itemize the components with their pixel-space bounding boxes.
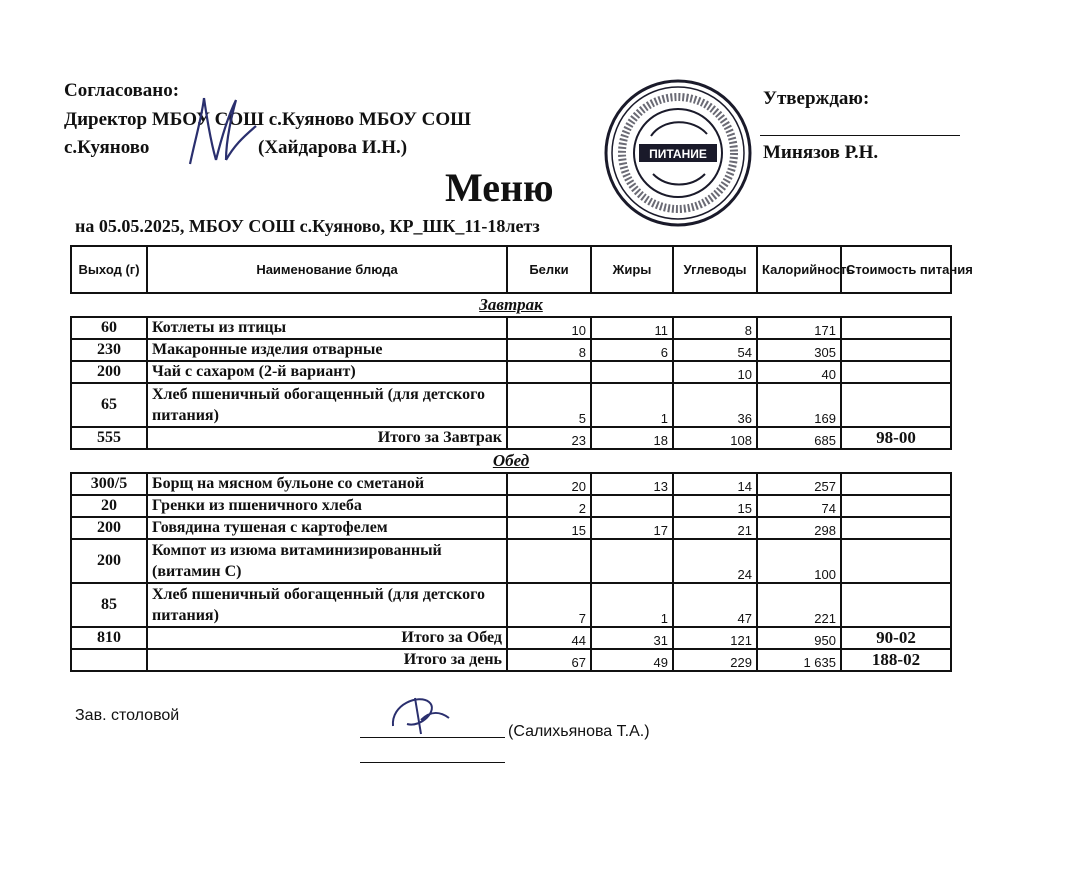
cell-price bbox=[841, 495, 951, 517]
total-kcal: 950 bbox=[757, 627, 841, 649]
day-total-protein: 67 bbox=[507, 649, 591, 671]
total-protein: 44 bbox=[507, 627, 591, 649]
footer-role: Зав. столовой bbox=[75, 707, 180, 724]
cell-yield: 200 bbox=[71, 517, 147, 539]
column-header-protein: Белки bbox=[507, 246, 591, 293]
day-total-carbs: 229 bbox=[673, 649, 757, 671]
section-header-row bbox=[71, 449, 951, 473]
cell-fat: 6 bbox=[591, 339, 673, 361]
cell-protein: 10 bbox=[507, 317, 591, 339]
cell-protein: 20 bbox=[507, 473, 591, 495]
cell-dish: Компот из изюма витаминизированный (витамин С) bbox=[147, 539, 507, 583]
cell-price bbox=[841, 539, 951, 583]
cell-price bbox=[841, 517, 951, 539]
column-header-carbs: Углеводы bbox=[673, 246, 757, 293]
cell-protein: 8 bbox=[507, 339, 591, 361]
cell-dish: Котлеты из птицы bbox=[147, 317, 507, 339]
cell-carbs: 15 bbox=[673, 495, 757, 517]
cell-kcal: 100 bbox=[757, 539, 841, 583]
section-title: Обед bbox=[492, 451, 530, 470]
cell-price bbox=[841, 361, 951, 383]
day-total-label: Итого за день bbox=[147, 649, 507, 671]
column-header-kcal: Калорийность bbox=[757, 246, 841, 293]
approve-signature-line bbox=[760, 135, 960, 136]
cell-fat: 1 bbox=[591, 383, 673, 427]
cell-kcal: 171 bbox=[757, 317, 841, 339]
cell-kcal: 40 bbox=[757, 361, 841, 383]
day-total-kcal: 1 635 bbox=[757, 649, 841, 671]
table-row bbox=[71, 583, 951, 627]
cell-carbs: 10 bbox=[673, 361, 757, 383]
cell-dish: Макаронные изделия отварные bbox=[147, 339, 507, 361]
footer-signature-line-1 bbox=[360, 737, 505, 738]
table-row bbox=[71, 539, 951, 583]
cell-dish: Гренки из пшеничного хлеба bbox=[147, 495, 507, 517]
cell-dish: Борщ на мясном бульоне со сметаной bbox=[147, 473, 507, 495]
day-total-fat: 49 bbox=[591, 649, 673, 671]
cell-yield: 230 bbox=[71, 339, 147, 361]
section-header-cell bbox=[71, 449, 951, 473]
cell-fat bbox=[591, 361, 673, 383]
cell-protein: 7 bbox=[507, 583, 591, 627]
table-row bbox=[71, 383, 951, 427]
section-total-row bbox=[71, 427, 951, 449]
menu-subtitle: на 05.05.2025, МБОУ СОШ с.Куяново, КР_ШК_11-18летз bbox=[75, 216, 540, 236]
cell-carbs: 24 bbox=[673, 539, 757, 583]
cell-price bbox=[841, 383, 951, 427]
cell-yield: 300/5 bbox=[71, 473, 147, 495]
approve-person-name: Минязов Р.Н. bbox=[763, 142, 879, 163]
cell-kcal: 305 bbox=[757, 339, 841, 361]
total-carbs: 121 bbox=[673, 627, 757, 649]
page-title: Меню bbox=[445, 165, 554, 210]
total-kcal: 685 bbox=[757, 427, 841, 449]
cell-kcal: 74 bbox=[757, 495, 841, 517]
cell-fat bbox=[591, 539, 673, 583]
cell-protein: 2 bbox=[507, 495, 591, 517]
agreed-person-name: (Хайдарова И.Н.) bbox=[258, 137, 408, 158]
cell-protein bbox=[507, 539, 591, 583]
cell-carbs: 21 bbox=[673, 517, 757, 539]
cell-yield: 85 bbox=[71, 583, 147, 627]
cell-yield: 60 bbox=[71, 317, 147, 339]
cell-dish: Чай с сахаром (2-й вариант) bbox=[147, 361, 507, 383]
round-stamp bbox=[603, 78, 753, 228]
column-header-price: Стоимость питания bbox=[841, 246, 951, 293]
total-label: Итого за Обед bbox=[147, 627, 507, 649]
cell-price bbox=[841, 317, 951, 339]
cell-carbs: 47 bbox=[673, 583, 757, 627]
total-fat: 31 bbox=[591, 627, 673, 649]
cell-fat: 11 bbox=[591, 317, 673, 339]
section-title: Завтрак bbox=[479, 295, 543, 314]
day-total-row bbox=[71, 649, 951, 671]
total-protein: 23 bbox=[507, 427, 591, 449]
cell-protein: 5 bbox=[507, 383, 591, 427]
approve-label: Утверждаю: bbox=[763, 88, 870, 109]
cell-kcal: 169 bbox=[757, 383, 841, 427]
total-price: 98-00 bbox=[841, 427, 951, 449]
cell-dish: Хлеб пшеничный обогащенный (для детского питания) bbox=[147, 583, 507, 627]
cell-price bbox=[841, 339, 951, 361]
agreed-label: Согласовано: bbox=[64, 80, 180, 101]
table-row bbox=[71, 517, 951, 539]
cell-protein: 15 bbox=[507, 517, 591, 539]
column-header-dish: Наименование блюда bbox=[147, 246, 507, 293]
section-total-row bbox=[71, 627, 951, 649]
cell-kcal: 298 bbox=[757, 517, 841, 539]
cell-fat: 1 bbox=[591, 583, 673, 627]
section-header-cell bbox=[71, 293, 951, 317]
cell-fat: 13 bbox=[591, 473, 673, 495]
cell-yield: 65 bbox=[71, 383, 147, 427]
total-yield: 555 bbox=[71, 427, 147, 449]
cell-yield: 200 bbox=[71, 539, 147, 583]
day-total-price: 188-02 bbox=[841, 649, 951, 671]
cell-carbs: 36 bbox=[673, 383, 757, 427]
cell-carbs: 8 bbox=[673, 317, 757, 339]
total-price: 90-02 bbox=[841, 627, 951, 649]
cell-price bbox=[841, 583, 951, 627]
cell-fat bbox=[591, 495, 673, 517]
total-yield: 810 bbox=[71, 627, 147, 649]
menu-table bbox=[70, 245, 973, 672]
cell-carbs: 54 bbox=[673, 339, 757, 361]
cell-dish: Говядина тушеная с картофелем bbox=[147, 517, 507, 539]
cell-kcal: 257 bbox=[757, 473, 841, 495]
table-row bbox=[71, 495, 951, 517]
footer-signature bbox=[385, 690, 455, 738]
day-total-yield bbox=[71, 649, 147, 671]
agreed-school: с.Куяново bbox=[64, 137, 150, 158]
cell-yield: 20 bbox=[71, 495, 147, 517]
total-fat: 18 bbox=[591, 427, 673, 449]
table-row bbox=[71, 317, 951, 339]
total-label: Итого за Завтрак bbox=[147, 427, 507, 449]
stamp-center-text: ПИТАНИЕ bbox=[649, 147, 707, 161]
director-signature bbox=[182, 86, 262, 176]
table-row bbox=[71, 339, 951, 361]
agreed-director-line: Директор МБОУ СОШ с.Куяново МБОУ СОШ bbox=[64, 109, 472, 130]
cell-dish: Хлеб пшеничный обогащенный (для детского питания) bbox=[147, 383, 507, 427]
column-header-fat: Жиры bbox=[591, 246, 673, 293]
table-header-row bbox=[71, 246, 951, 293]
total-carbs: 108 bbox=[673, 427, 757, 449]
cell-carbs: 14 bbox=[673, 473, 757, 495]
column-header-yield: Выход (г) bbox=[71, 246, 147, 293]
cell-yield: 200 bbox=[71, 361, 147, 383]
section-header-row bbox=[71, 293, 951, 317]
cell-price bbox=[841, 473, 951, 495]
cell-protein bbox=[507, 361, 591, 383]
footer-person-name: (Салихьянова Т.А.) bbox=[508, 723, 650, 740]
cell-fat: 17 bbox=[591, 517, 673, 539]
footer-signature-line-2 bbox=[360, 762, 505, 763]
table-row bbox=[71, 361, 951, 383]
cell-kcal: 221 bbox=[757, 583, 841, 627]
table-row bbox=[71, 473, 951, 495]
